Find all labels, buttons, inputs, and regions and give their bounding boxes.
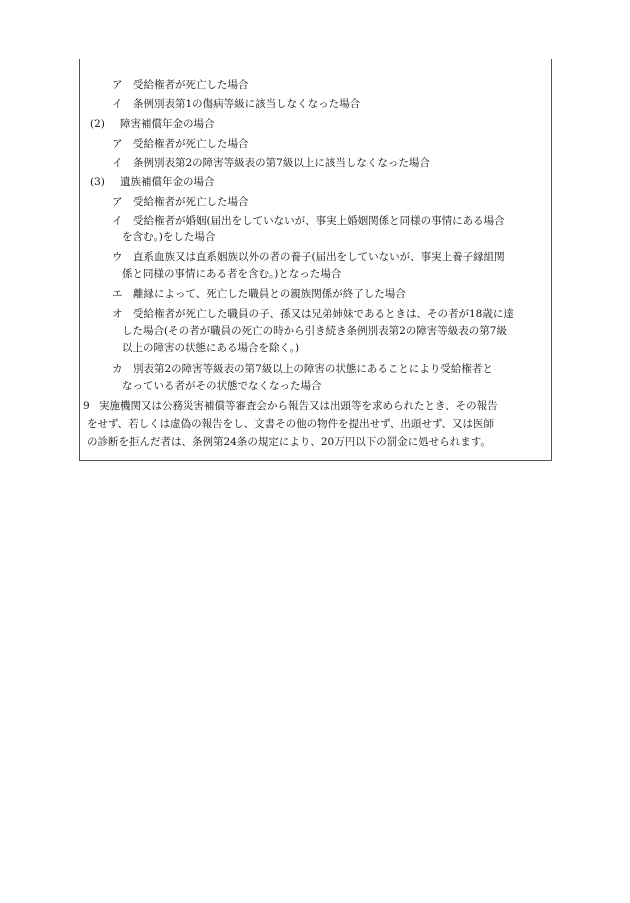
item-marker: ア: [112, 79, 123, 91]
item-text: 受給権者が死亡した場合: [133, 79, 249, 91]
paragraph-text: 実施機関又は公務災害補償等審査会から報告又は出頭等を求められたとき、その報告: [99, 400, 498, 412]
section-marker: (2): [90, 118, 105, 130]
item-a-death: [112, 79, 249, 92]
section-9-penalty: [83, 400, 498, 413]
item-text: 受給権者が死亡した場合: [133, 138, 249, 150]
item-marker: オ: [112, 308, 123, 320]
item-continuation: [122, 268, 341, 281]
item-i-injury-grade: [112, 98, 360, 111]
section-title: 遺族補償年金の場合: [120, 176, 215, 188]
paragraph-text: の診断を拒んだ者は、条例第24条の規定により、20万円以下の罰金に処せられます。: [87, 436, 491, 448]
item-marker: エ: [112, 288, 123, 300]
item-a-death: [112, 196, 249, 209]
item-text: 受給権者が死亡した場合: [133, 196, 249, 208]
item-text: 直系血族又は直系姻族以外の者の養子(届出をしていないが、事実上養子縁組関: [133, 251, 505, 263]
item-continuation: [122, 325, 507, 338]
item-text: 別表第2の障害等級表の第7級以上の障害の状態にあることにより受給権者と: [133, 363, 493, 375]
item-text: 以上の障害の状態にある場合を除く。): [122, 342, 300, 354]
item-i-disability-grade: [112, 157, 430, 170]
item-text: を含む。)をした場合: [122, 231, 216, 243]
item-marker: イ: [112, 215, 123, 227]
item-u-adoption: [112, 251, 505, 264]
item-marker: ア: [112, 196, 123, 208]
item-continuation: [122, 231, 215, 244]
section-marker: 9: [83, 400, 90, 412]
item-a-death: [112, 138, 249, 151]
item-text: した場合(その者が職員の死亡の時から引き続き条例別表第2の障害等級表の第7級: [122, 325, 507, 337]
section-title: 障害補償年金の場合: [120, 118, 215, 130]
item-marker: イ: [112, 98, 123, 110]
item-marker: ウ: [112, 251, 123, 263]
item-o-age-18: [112, 308, 514, 321]
section-2-heading: [90, 118, 215, 131]
item-marker: ア: [112, 138, 123, 150]
item-text: 受給権者が婚姻(届出をしていないが、事実上婚姻関係と同様の事情にある場合: [133, 215, 505, 227]
item-continuation: [122, 380, 322, 393]
item-text: 受給権者が死亡した職員の子、孫又は兄弟姉妹であるときは、その者が18歳に達: [133, 308, 514, 320]
item-marker: イ: [112, 157, 123, 169]
item-continuation: [122, 342, 299, 355]
item-text: 係と同様の事情にある者を含む。)となった場合: [122, 268, 342, 280]
item-text: 条例別表第2の障害等級表の第7級以上に該当しなくなった場合: [133, 157, 430, 169]
item-e-dissolution: [112, 288, 406, 301]
paragraph-text: をせず、若しくは虚偽の報告をし、文書その他の物件を提出せず、出頭せず、又は医師: [87, 418, 494, 430]
paragraph-continuation: [87, 436, 491, 449]
item-i-marriage: [112, 215, 505, 228]
item-text: 離縁によって、死亡した職員との親族関係が終了した場合: [133, 288, 406, 300]
item-ka-status-lost: [112, 363, 493, 376]
item-text: なっている者がその状態でなくなった場合: [122, 380, 322, 392]
section-3-heading: [90, 176, 215, 189]
section-marker: (3): [90, 176, 105, 188]
paragraph-continuation: [87, 418, 494, 431]
document-frame: [79, 59, 552, 461]
item-marker: カ: [112, 363, 123, 375]
item-text: 条例別表第1の傷病等級に該当しなくなった場合: [133, 98, 361, 110]
